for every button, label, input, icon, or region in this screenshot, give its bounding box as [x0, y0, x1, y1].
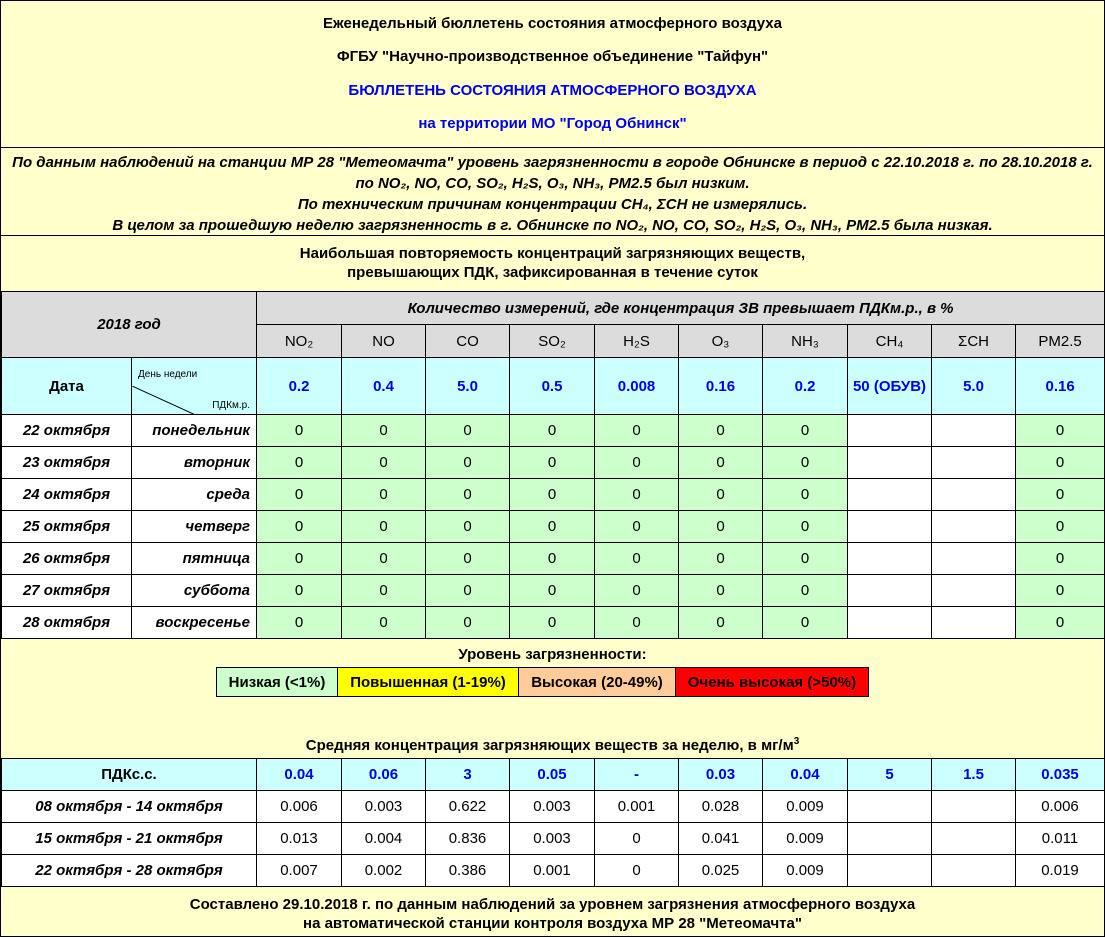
- date-label: Дата: [2, 358, 132, 415]
- row-value: 0: [763, 543, 848, 575]
- row-value: [932, 791, 1016, 823]
- row-value: 0: [763, 511, 848, 543]
- row-value: 0: [595, 415, 679, 447]
- diag-top-label: ПДКм.р.: [212, 400, 251, 411]
- row-value: 0: [595, 543, 679, 575]
- row-value: 0.001: [510, 855, 595, 887]
- pollutant-header: NO₂: [257, 325, 342, 358]
- row-value: 0: [342, 479, 426, 511]
- row-value: 0: [679, 415, 763, 447]
- row-value: 0: [679, 479, 763, 511]
- pdk-ss-label: ПДКс.с.: [2, 759, 257, 791]
- row-value: [932, 511, 1016, 543]
- pdk-ss-value: 0.06: [342, 759, 426, 791]
- pdk-mr-value: 5.0: [426, 358, 510, 415]
- row-value: 0: [510, 415, 595, 447]
- table-row: [2, 575, 1105, 607]
- row-value: 0: [426, 543, 510, 575]
- row-value: 0: [257, 511, 342, 543]
- row-value: 0.003: [510, 823, 595, 855]
- pdk-mr-value: 0.16: [1016, 358, 1105, 415]
- row-value: 0: [595, 447, 679, 479]
- row-value: 0: [426, 479, 510, 511]
- pdk-ss-value: 1.5: [932, 759, 1016, 791]
- row-value: 0: [595, 575, 679, 607]
- header: [1, 1, 1104, 148]
- row-value: 0: [510, 479, 595, 511]
- row-value: 0: [257, 447, 342, 479]
- table-row: [2, 855, 1105, 887]
- row-period: 15 октября - 21 октября: [2, 823, 257, 855]
- row-value: [932, 607, 1016, 639]
- row-value: 0.019: [1016, 855, 1105, 887]
- row-value: 0: [342, 543, 426, 575]
- header-line-1: Еженедельный бюллетень состояния атмосферного воздуха: [323, 15, 782, 32]
- pdk-ss-value: -: [595, 759, 679, 791]
- row-value: [932, 543, 1016, 575]
- row-value: [932, 479, 1016, 511]
- pollutant-header: CH₄: [848, 325, 932, 358]
- row-value: 0: [342, 607, 426, 639]
- row-value: 0.007: [257, 855, 342, 887]
- row-value: [932, 415, 1016, 447]
- pdk-ss-value: 0.04: [763, 759, 848, 791]
- table-row: [2, 791, 1105, 823]
- summary-p3: В целом за прошедшую неделю загрязненность в г. Обнинске по NO₂, NO, CO, SO₂, H₂S, O₃, NH₃, PM2.5 была низкая.: [112, 217, 993, 234]
- row-value: [848, 855, 932, 887]
- pdk-ss-row: [2, 759, 1105, 791]
- row-value: 0: [510, 543, 595, 575]
- row-value: 0: [1016, 447, 1105, 479]
- row-value: 0: [1016, 607, 1105, 639]
- footer-line2: на автоматической станции контроля воздуха МР 28 "Метеомачта": [303, 915, 802, 932]
- row-value: [848, 607, 932, 639]
- row-value: 0: [510, 575, 595, 607]
- row-value: 0: [763, 479, 848, 511]
- row-value: 0.013: [257, 823, 342, 855]
- row-value: 0.006: [1016, 791, 1105, 823]
- row-date: 23 октября: [2, 447, 132, 479]
- pollutant-header: CO: [426, 325, 510, 358]
- pollutant-header: ΣCH: [932, 325, 1016, 358]
- summary-p2: По техническим причинам концентрации CH₄, ΣCH не измерялись.: [297, 196, 808, 213]
- pollutant-header: SO₂: [510, 325, 595, 358]
- row-value: 0: [595, 823, 679, 855]
- row-value: 0.009: [763, 823, 848, 855]
- legend-title: Уровень загрязненности:: [458, 646, 647, 663]
- header-line-2: ФГБУ "Научно-производственное объединение "Тайфун": [336, 48, 769, 65]
- footer-line1: Составлено 29.10.2018 г. по данным наблюдений за уровнем загрязнения атмосферного воздуха: [189, 896, 916, 913]
- row-value: 0: [679, 607, 763, 639]
- pdk-mr-value: 0.2: [257, 358, 342, 415]
- row-date: 27 октября: [2, 575, 132, 607]
- row-value: [848, 823, 932, 855]
- row-day: понедельник: [132, 415, 257, 447]
- row-value: 0.003: [342, 791, 426, 823]
- row-value: 0: [763, 607, 848, 639]
- pdk-mr-row: [2, 358, 1105, 415]
- footer: [1, 891, 1104, 936]
- table-row: [2, 543, 1105, 575]
- row-value: 0: [342, 447, 426, 479]
- row-date: 25 октября: [2, 511, 132, 543]
- row-value: 0: [426, 511, 510, 543]
- legend-very-high: Очень высокая (>50%): [676, 668, 869, 697]
- row-day: суббота: [132, 575, 257, 607]
- row-day: воскресенье: [132, 607, 257, 639]
- row-value: [848, 447, 932, 479]
- row-value: 0: [679, 543, 763, 575]
- row-value: 0: [342, 511, 426, 543]
- table-row: [2, 607, 1105, 639]
- row-value: 0.028: [679, 791, 763, 823]
- row-value: 0: [510, 607, 595, 639]
- pdk-mr-value: 0.4: [342, 358, 426, 415]
- row-value: 0: [595, 479, 679, 511]
- row-value: 0: [257, 607, 342, 639]
- pdk-mr-value: 0.008: [595, 358, 679, 415]
- row-value: 0: [426, 607, 510, 639]
- row-value: 0: [426, 575, 510, 607]
- row-value: 0: [342, 575, 426, 607]
- row-value: [848, 575, 932, 607]
- pdk-mr-value: 50 (ОБУВ): [848, 358, 932, 415]
- row-day: пятница: [132, 543, 257, 575]
- row-day: среда: [132, 479, 257, 511]
- section2-title-text: Средняя концентрация загрязняющих веществ за неделю, в мг/м: [305, 737, 794, 754]
- row-value: [848, 511, 932, 543]
- header-title: БЮЛЛЕТЕНЬ СОСТОЯНИЯ АТМОСФЕРНОГО ВОЗДУХА: [348, 82, 757, 99]
- table-row: [2, 511, 1105, 543]
- pdk-ss-value: 3: [426, 759, 510, 791]
- row-value: 0.006: [257, 791, 342, 823]
- row-value: 0.009: [763, 791, 848, 823]
- legend-low: Низкая (<1%): [217, 668, 338, 697]
- daily-table: [1, 291, 1105, 639]
- table-row: [2, 823, 1105, 855]
- diag-bottom-label: День недели: [138, 369, 198, 380]
- pdk-ss-value: 0.035: [1016, 759, 1105, 791]
- row-day: четверг: [132, 511, 257, 543]
- row-value: 0: [595, 511, 679, 543]
- row-value: 0.622: [426, 791, 510, 823]
- row-value: 0: [763, 447, 848, 479]
- table-row: [2, 415, 1105, 447]
- pdk-ss-value: 5: [848, 759, 932, 791]
- row-day: вторник: [132, 447, 257, 479]
- row-value: [848, 791, 932, 823]
- section1-title: [1, 244, 1104, 282]
- row-value: 0.011: [1016, 823, 1105, 855]
- summary-p1: По данным наблюдений на станции МР 28 "Метеомачта" уровень загрязненности в городе Обнинске в период с 22.10.2018 г. по 28.10.2018 г. по NO₂, NO, CO, SO₂, H₂S, O₃, NH₃, PM2.5 был низким.: [12, 154, 1093, 192]
- row-date: 28 октября: [2, 607, 132, 639]
- section1-title-line2: превышающих ПДК, зафиксированная в течение суток: [347, 264, 758, 281]
- row-value: 0.002: [342, 855, 426, 887]
- row-value: 0: [342, 415, 426, 447]
- table-row: [2, 447, 1105, 479]
- row-value: 0: [1016, 543, 1105, 575]
- row-value: [932, 447, 1016, 479]
- pdk-mr-value: 5.0: [932, 358, 1016, 415]
- row-value: [848, 415, 932, 447]
- row-value: [932, 855, 1016, 887]
- pollutant-header: O₃: [679, 325, 763, 358]
- pollutant-header: NH₃: [763, 325, 848, 358]
- row-value: 0.025: [679, 855, 763, 887]
- pdk-ss-value: 0.05: [510, 759, 595, 791]
- row-value: 0.003: [510, 791, 595, 823]
- row-value: 0: [595, 855, 679, 887]
- pollutant-header: H₂S: [595, 325, 679, 358]
- row-date: 24 октября: [2, 479, 132, 511]
- row-value: 0: [426, 415, 510, 447]
- row-value: 0: [595, 607, 679, 639]
- row-value: [848, 543, 932, 575]
- row-value: 0.041: [679, 823, 763, 855]
- row-value: 0: [679, 511, 763, 543]
- section2-title-sup: 3: [793, 736, 800, 747]
- row-value: 0.009: [763, 855, 848, 887]
- row-value: 0: [763, 575, 848, 607]
- row-value: 0: [257, 415, 342, 447]
- pdk-mr-value: 0.2: [763, 358, 848, 415]
- row-value: 0: [763, 415, 848, 447]
- legend-high: Высокая (20-49%): [519, 668, 676, 697]
- summary: [1, 148, 1104, 236]
- row-period: 08 октября - 14 октября: [2, 791, 257, 823]
- row-value: 0: [1016, 479, 1105, 511]
- row-date: 26 октября: [2, 543, 132, 575]
- table-row: [2, 479, 1105, 511]
- row-value: 0: [679, 447, 763, 479]
- row-value: 0: [257, 575, 342, 607]
- diagonal-header: [132, 358, 257, 415]
- row-value: 0.001: [595, 791, 679, 823]
- row-value: 0: [510, 447, 595, 479]
- section2-title: [1, 732, 1104, 757]
- row-value: 0: [510, 511, 595, 543]
- row-value: [932, 823, 1016, 855]
- legend-increased: Повышенная (1-19%): [338, 668, 519, 697]
- row-value: 0: [679, 575, 763, 607]
- row-value: 0: [1016, 415, 1105, 447]
- row-period: 22 октября - 28 октября: [2, 855, 257, 887]
- header-subtitle: на территории МО "Город Обнинск": [418, 115, 687, 132]
- pdk-ss-value: 0.04: [257, 759, 342, 791]
- row-value: 0: [257, 543, 342, 575]
- row-value: 0: [1016, 575, 1105, 607]
- legend: [216, 667, 869, 697]
- row-value: [932, 575, 1016, 607]
- pollutant-header: NO: [342, 325, 426, 358]
- pdk-ss-value: 0.03: [679, 759, 763, 791]
- year-cell: 2018 год: [2, 292, 257, 358]
- count-header: Количество измерений, где концентрация ЗВ превышает ПДКм.р., в %: [257, 292, 1105, 325]
- section1-title-line1: Наибольшая повторяемость концентраций загрязняющих веществ,: [299, 245, 806, 262]
- pollutant-header: PM2.5: [1016, 325, 1105, 358]
- pdk-mr-value: 0.16: [679, 358, 763, 415]
- row-value: 0: [426, 447, 510, 479]
- row-value: 0.386: [426, 855, 510, 887]
- row-value: 0: [257, 479, 342, 511]
- pdk-mr-value: 0.5: [510, 358, 595, 415]
- weekly-table: [1, 758, 1105, 887]
- row-date: 22 октября: [2, 415, 132, 447]
- row-value: [848, 479, 932, 511]
- row-value: 0: [1016, 511, 1105, 543]
- row-value: 0.004: [342, 823, 426, 855]
- row-value: 0.836: [426, 823, 510, 855]
